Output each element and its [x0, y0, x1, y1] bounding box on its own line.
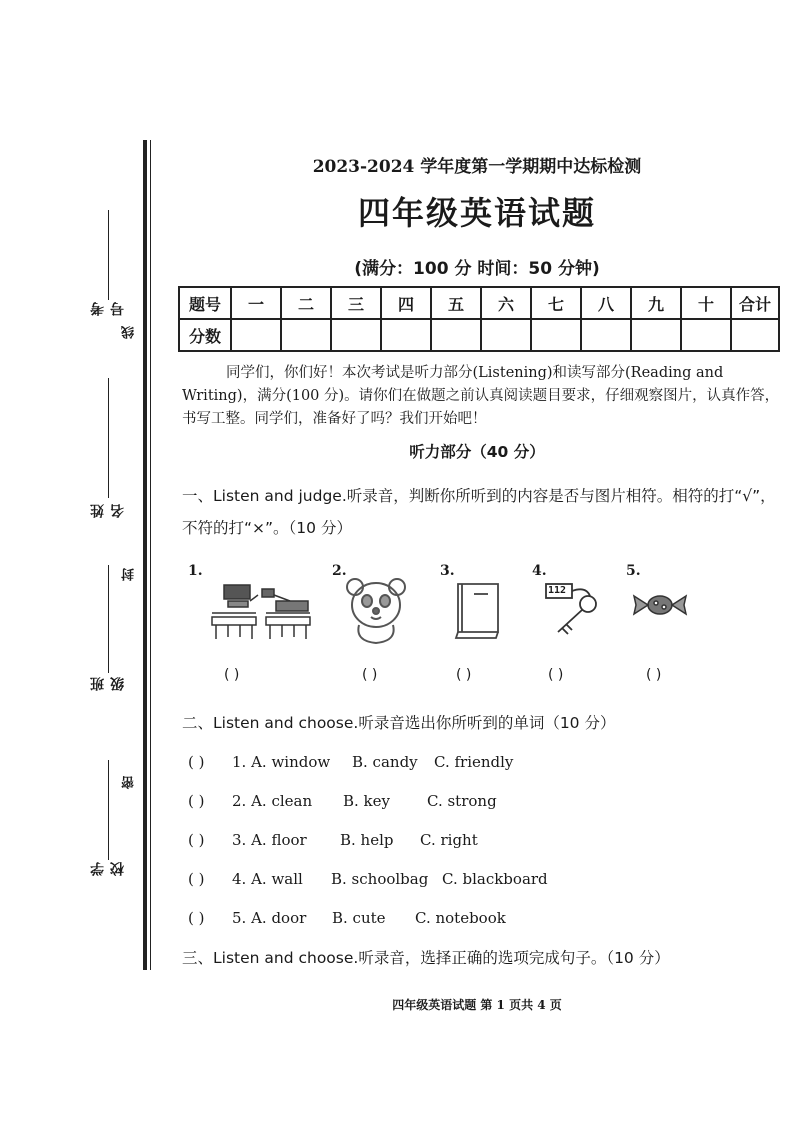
answer-paren[interactable]: ( ) [362, 667, 378, 683]
picture-number: 5. [626, 563, 641, 579]
option-a: 4. A. wall [232, 870, 303, 888]
school-underline [108, 760, 109, 860]
total-header: 合计 [731, 287, 779, 319]
page-footer: 四年级英语试题 第 1 页共 4 页 [392, 998, 562, 1012]
column-header: 一 [231, 287, 281, 319]
column-header: 二 [281, 287, 331, 319]
name-underline [108, 378, 109, 498]
book-icon [452, 580, 504, 642]
answer-paren[interactable]: ( ) [188, 909, 205, 927]
option-b: B. key [343, 792, 390, 810]
score-cell[interactable] [281, 319, 331, 351]
answer-paren[interactable]: ( ) [188, 753, 205, 771]
binding-rule [143, 140, 147, 970]
listening-section-title: 听力部分（40 分） [409, 443, 545, 461]
option-a: 2. A. clean [232, 792, 313, 810]
option-b: B. cute [332, 909, 386, 927]
exam-title: 2023-2024 学年度第一学期期中达标检测 [312, 157, 642, 177]
column-header: 九 [631, 287, 681, 319]
picture-number: 3. [440, 563, 455, 579]
answer-paren[interactable]: ( ) [456, 667, 472, 683]
score-row-label: 分数 [179, 319, 231, 351]
column-header: 八 [581, 287, 631, 319]
picture-number: 4. [532, 563, 547, 579]
answer-paren[interactable]: ( ) [188, 792, 205, 810]
option-a: 1. A. window [232, 753, 331, 771]
panda-icon [345, 573, 407, 645]
score-table-score-row [179, 319, 779, 351]
score-cell[interactable] [431, 319, 481, 351]
option-c: C. notebook [415, 909, 506, 927]
exam-info: (满分：100 分 时间：50 分钟) [354, 259, 600, 279]
option-c: C. strong [427, 792, 497, 810]
class-underline [108, 565, 109, 673]
part3-instruction: 三、Listen and choose.听录音，选择正确的选项完成句子。（10 分） [182, 949, 670, 967]
question-number-header: 题号 [179, 287, 231, 319]
exam-number-underline [108, 210, 109, 300]
key-tag-label: 112 [548, 585, 567, 596]
option-a: 3. A. floor [232, 831, 307, 849]
score-cell[interactable] [481, 319, 531, 351]
column-header: 六 [481, 287, 531, 319]
name-label: 姓名 [90, 504, 126, 518]
seal-char-seal: 封 [122, 568, 137, 581]
part2-instruction: 二、Listen and choose.听录音选出你所听到的单词（10 分） [182, 714, 616, 732]
class-label: 班级 [90, 677, 126, 691]
score-cell[interactable] [381, 319, 431, 351]
candy-icon [630, 592, 690, 618]
seal-char-line: 线 [122, 326, 137, 339]
answer-paren[interactable]: ( ) [548, 667, 564, 683]
picture-number: 2. [332, 563, 347, 579]
binding-rule-thin [150, 140, 151, 970]
option-c: C. friendly [434, 753, 514, 771]
option-c: C. blackboard [442, 870, 548, 888]
picture-number: 1. [188, 563, 203, 579]
seal-char-secret: 密 [122, 776, 137, 789]
score-cell[interactable] [231, 319, 281, 351]
column-header: 七 [531, 287, 581, 319]
score-table-header-row [179, 287, 779, 319]
option-a: 5. A. door [232, 909, 307, 927]
column-header: 四 [381, 287, 431, 319]
part1-instruction: 一、Listen and judge.听录音，判断你所听到的内容是否与图片相符。相符的打“√”，不符的打“×”。（10 分） [182, 487, 776, 537]
total-score-cell[interactable] [731, 319, 779, 351]
score-cell[interactable] [331, 319, 381, 351]
answer-paren[interactable]: ( ) [646, 667, 662, 683]
score-table [178, 286, 780, 352]
column-header: 五 [431, 287, 481, 319]
column-header: 十 [681, 287, 731, 319]
school-label: 学校 [90, 862, 126, 876]
classroom-desks-icon [210, 583, 314, 641]
answer-paren[interactable]: ( ) [188, 870, 205, 888]
score-cell[interactable] [531, 319, 581, 351]
score-cell[interactable] [581, 319, 631, 351]
intro-paragraph: 同学们，你们好！本次考试是听力部分(Listening)和读写部分(Reading and Writing)，满分(100 分)。请你们在做题之前认真阅读题目要求，仔细观察图片，认真作答，书写工整。同学们，准备好了吗？我们开始吧！ [182, 365, 780, 427]
score-cell[interactable] [631, 319, 681, 351]
score-cell[interactable] [681, 319, 731, 351]
option-b: B. candy [352, 753, 418, 771]
answer-paren[interactable]: ( ) [224, 667, 240, 683]
exam-number-label: 考号 [90, 302, 126, 316]
option-b: B. help [340, 831, 394, 849]
exam-subtitle: 四年级英语试题 [357, 194, 596, 232]
answer-paren[interactable]: ( ) [188, 831, 205, 849]
option-c: C. right [420, 831, 478, 849]
option-b: B. schoolbag [331, 870, 429, 888]
column-header: 三 [331, 287, 381, 319]
